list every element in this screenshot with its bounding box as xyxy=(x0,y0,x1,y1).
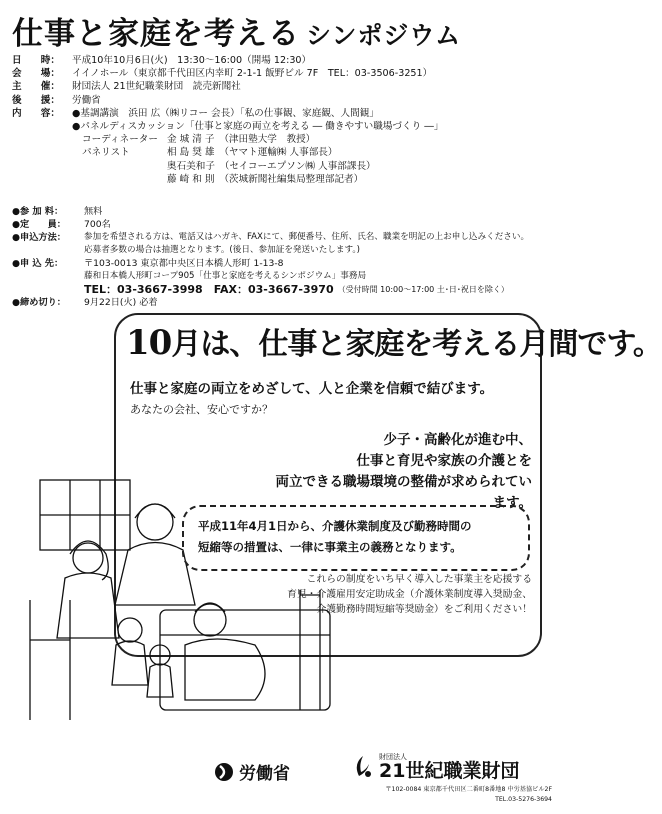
mother-head xyxy=(73,543,103,573)
law-notice-box xyxy=(182,505,530,571)
support-line: 介護勤務時間短縮等奨励金）をご利用ください！ xyxy=(316,604,532,615)
sponsor-label: 後 援： xyxy=(12,94,60,106)
method-text: 参加を希望される方は、電話又はハガキ、FAXにて、郵便番号、住所、氏名、職業を明記の上お申し込みください。 xyxy=(84,232,530,242)
venue-label: 会 場： xyxy=(12,68,60,80)
card-title-number: 10 xyxy=(126,323,172,363)
foundation-name: 21世紀職業財団 xyxy=(379,760,520,782)
ministry-logo xyxy=(214,759,290,784)
ministry-name: 労働省 xyxy=(239,764,290,784)
card-title xyxy=(126,319,662,363)
foundation-mark-icon xyxy=(352,754,374,780)
title-suffix: シンポジウム xyxy=(306,21,462,50)
panelist-role: パネリスト xyxy=(82,147,130,159)
message-block xyxy=(270,430,532,514)
foundation-prefix: 財団法人 xyxy=(379,753,407,761)
deadline-label: ●締め切り： xyxy=(12,297,66,308)
venue-value: イイノホール（東京都千代田区内幸町 2-1-1 飯野ビル 7F TEL：03-3506-3251） xyxy=(72,68,433,80)
panelist-name: 藤 崎 和 則 （茨城新聞社編集局整理部記者） xyxy=(167,173,364,185)
law-line: 平成11年4月1日から、介護休業制度及び勤務時間の xyxy=(198,519,472,533)
capacity-value: 700名 xyxy=(84,219,111,230)
support-line: これらの制度をいち早く導入した事業主を応援する xyxy=(306,574,532,585)
panelist-name: 相 島 奨 雄 （ヤマト運輸㈱ 人事部長） xyxy=(167,147,338,159)
date-value: 平成10年10月6日(火) 13:30～16:00（開場 12:30） xyxy=(72,55,312,66)
footer-address-line: 〒102-0084 東京都千代田区二番町8番地8 中労基協ビル2F xyxy=(385,786,552,793)
apply-label: ●申 込 先： xyxy=(12,258,64,269)
chair-shape xyxy=(30,600,70,720)
keynote: ●基調講演 浜田 広（㈱リコー 会長）「私の仕事観、家庭観、人間観」 xyxy=(72,107,379,119)
footer-phone: TEL.03-5276-3694 xyxy=(495,796,552,803)
child-head xyxy=(118,618,142,642)
application-info xyxy=(12,205,552,309)
apply-office: 藤和日本橋人形町コープ905「仕事と家庭を考えるシンポジウム」事務局 xyxy=(84,271,367,281)
message-line: 少子・高齢化が進む中、 xyxy=(383,432,532,448)
footer-address xyxy=(352,785,552,805)
card-subtitle: 仕事と家庭の両立をめざして、人と企業を信頼で結びます。 xyxy=(130,381,494,397)
method-note: 応募者多数の場合は抽選となります。(後日、参加証を発送いたします。) xyxy=(84,245,361,255)
organizer-value: 財団法人 21世紀職業財団 読売新聞社 xyxy=(72,81,241,93)
card-title-text: 月は、仕事と家庭を考える月間です。 xyxy=(171,327,662,362)
title-main: 仕事と家庭を考える xyxy=(12,16,300,52)
page-title xyxy=(12,8,461,53)
coordinator-role: コーディネーター xyxy=(82,134,158,146)
message-line: 両立できる職場環境の整備が求められています。 xyxy=(275,474,532,511)
organizer-label: 主 催： xyxy=(12,81,60,93)
apply-address: 〒103-0013 東京都中央区日本橋人形町 1-13-8 xyxy=(84,258,284,269)
date-label: 日 時： xyxy=(12,55,60,66)
panelist-name: 奥石美和子 （セイコーエプソン㈱ 人事部課長） xyxy=(167,160,376,172)
content-label: 内 容： xyxy=(12,107,60,119)
apply-phone: TEL：03-3667-3998 FAX：03-3667-3970 xyxy=(84,283,334,296)
fee-label: ●参 加 料： xyxy=(12,206,64,217)
panel-discussion: ●パネルディスカッション「仕事と家庭の両立を考える ― 働きやすい職場づくり ―」 xyxy=(72,121,444,133)
support-line: 育児・介護雇用安定助成金（介護休業制度導入奨励金、 xyxy=(287,589,532,600)
apply-hours: （受付時間 10:00～17:00 土･日･祝日を除く） xyxy=(337,285,509,294)
sponsor-value: 労働省 xyxy=(72,94,101,106)
event-info xyxy=(12,54,552,186)
foundation-logo xyxy=(352,752,519,781)
coordinator-name: 金 城 清 子 （津田塾大学 教授） xyxy=(167,134,316,146)
ministry-mark-icon xyxy=(214,762,234,782)
message-line: 仕事と育児や家族の介護とを xyxy=(356,453,532,469)
capacity-label: ●定 員： xyxy=(12,219,66,230)
method-label: ●申込方法： xyxy=(12,232,66,243)
deadline-value: 9月22日(火) 必着 xyxy=(84,297,158,308)
law-line: 短縮等の措置は、一律に事業主の義務となります。 xyxy=(198,540,462,554)
fee-value: 無料 xyxy=(84,206,103,217)
support-text xyxy=(236,572,532,617)
card-question: あなたの会社、安心ですか？ xyxy=(130,403,273,416)
